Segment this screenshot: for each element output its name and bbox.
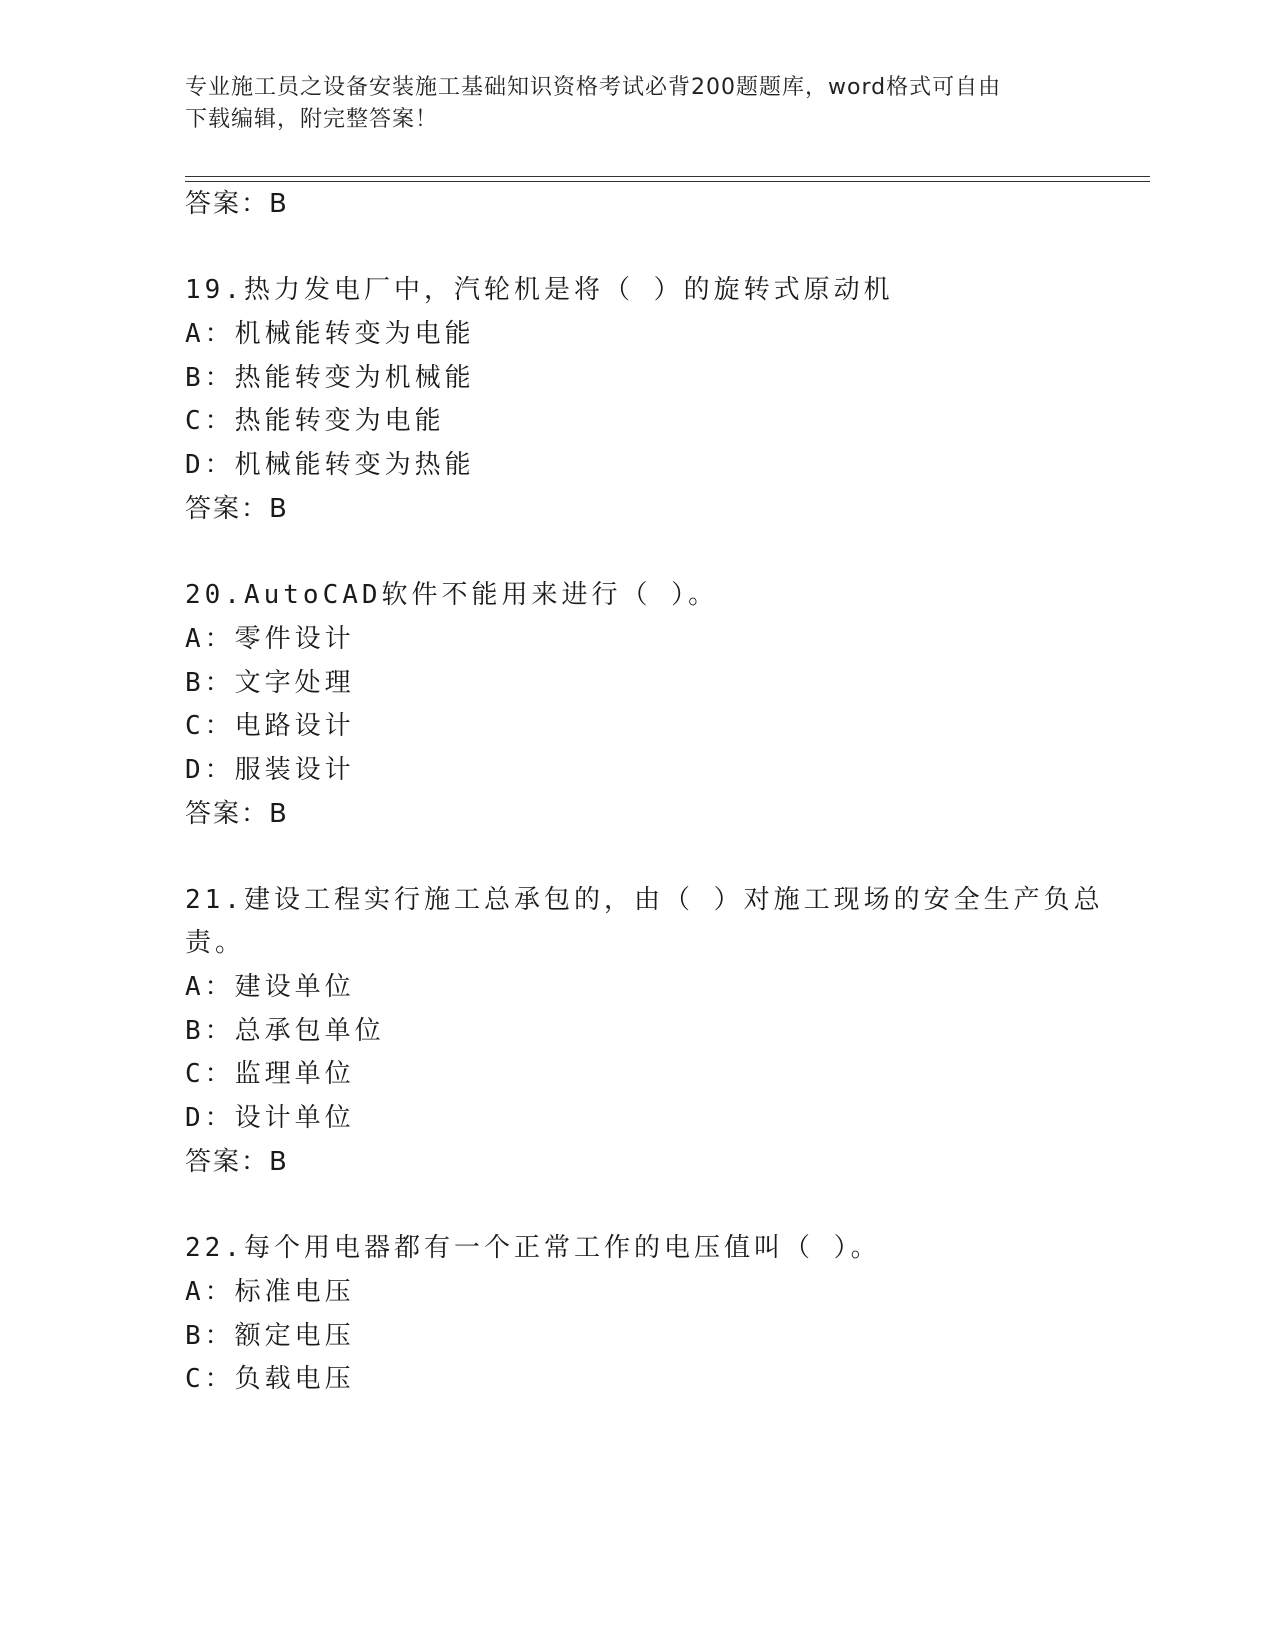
question-20-option-a: A：零件设计 <box>185 624 355 654</box>
question-20-option-c: C：电路设计 <box>185 711 355 741</box>
question-20-answer: 答案：B <box>185 799 289 829</box>
header-line-1: 专业施工员之设备安装施工基础知识资格考试必背200题题库，word格式可自由 <box>185 75 1002 100</box>
question-19-option-a: A：机械能转变为电能 <box>185 319 475 349</box>
question-19-stem: 19.热力发电厂中，汽轮机是将（ ）的旋转式原动机 <box>185 275 894 305</box>
document-header <box>185 72 1085 136</box>
header-divider-bottom <box>185 181 1150 182</box>
question-19-option-c: C：热能转变为电能 <box>185 406 445 436</box>
question-19-answer: 答案：B <box>185 494 289 524</box>
question-21-option-c: C：监理单位 <box>185 1059 355 1089</box>
question-21-stem-line-1: 21.建设工程实行施工总承包的，由（ ）对施工现场的安全生产负总 <box>185 885 1104 915</box>
answer-18: 答案：B <box>185 189 289 219</box>
question-22-option-b: B：额定电压 <box>185 1321 355 1351</box>
question-21-option-d: D：设计单位 <box>185 1103 355 1133</box>
question-22-stem: 22.每个用电器都有一个正常工作的电压值叫（ ）。 <box>185 1233 881 1263</box>
question-22-option-c: C：负载电压 <box>185 1364 355 1394</box>
question-21-option-a: A：建设单位 <box>185 972 355 1002</box>
question-20-option-b: B：文字处理 <box>185 668 355 698</box>
question-20-stem: 20.AutoCAD软件不能用来进行（ ）。 <box>185 580 719 610</box>
header-divider-top <box>185 176 1150 177</box>
question-19-option-d: D：机械能转变为热能 <box>185 450 475 480</box>
question-20-option-d: D：服装设计 <box>185 755 355 785</box>
question-21-option-b: B：总承包单位 <box>185 1016 385 1046</box>
question-21-stem-line-2: 责。 <box>185 928 246 958</box>
question-22-option-a: A：标准电压 <box>185 1277 355 1307</box>
header-line-2: 下载编辑，附完整答案！ <box>185 107 439 132</box>
question-19-option-b: B：热能转变为机械能 <box>185 363 475 393</box>
question-21-answer: 答案：B <box>185 1147 289 1177</box>
